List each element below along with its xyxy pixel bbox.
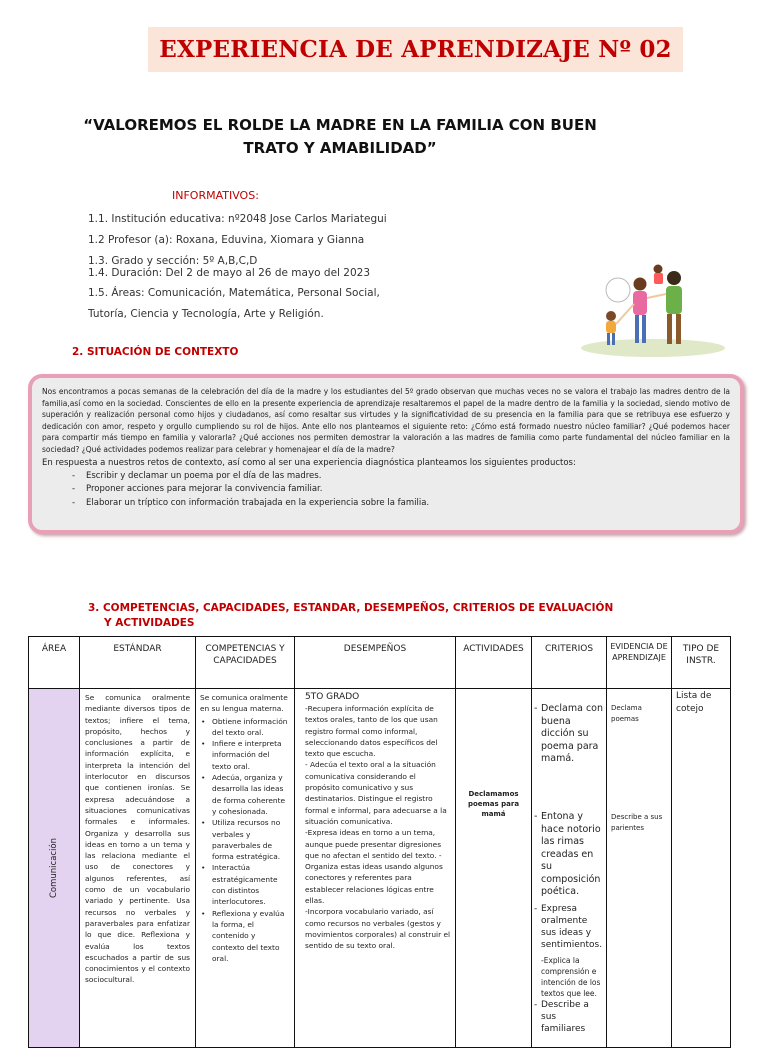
info-item-profesor: 1.2 Profesor (a): Roxana, Eduvina, Xiomara y Gianna bbox=[88, 234, 365, 246]
criterio-text: Entona y hace notorio las rimas creadas en su composición poética. bbox=[541, 811, 601, 897]
evidencia-item: Declama poemas bbox=[611, 704, 642, 723]
capacidad-item: • Infiere e interpreta información del texto oral. bbox=[210, 738, 290, 772]
context-box bbox=[28, 374, 744, 534]
competencia-title: Se comunica oralmente en su lengua materna. bbox=[200, 693, 288, 714]
info-item-duracion: 1.4. Duración: Del 2 de mayo al 26 de mayo del 2023 bbox=[88, 267, 371, 279]
product-list bbox=[42, 470, 730, 511]
capacidad-item: • Obtiene información del texto oral. bbox=[210, 716, 290, 739]
criterio-item bbox=[535, 703, 603, 766]
criterio-text: -Explica la comprensión e intención de los textos que lee. bbox=[541, 956, 601, 998]
capacidad-item: • Reflexiona y evalúa la forma, el contenido y contexto del texto oral. bbox=[210, 908, 290, 964]
col-header-estandar: ESTÁNDAR bbox=[79, 636, 196, 689]
situacion-heading: 2. SITUACIÓN DE CONTEXTO bbox=[72, 346, 239, 358]
title-band bbox=[148, 27, 683, 72]
desempeno-item: -Recupera información explícita de textos orales, tanto de los que usan registro formal como informal, seleccionando datos específicos del texto que escucha. bbox=[305, 704, 438, 759]
competencias-heading-1: 3. COMPETENCIAS, CAPACIDADES, ESTANDAR, DESEMPEÑOS, CRITERIOS DE EVALUACIÓN bbox=[88, 602, 614, 614]
criterio-dash: - bbox=[534, 811, 538, 822]
estandar-cell: Se comunica oralmente mediante diversos tipos de textos; infiere el tema, propósito, hechos y conclusiones a partir de información explícita, e interpreta la intención del interlocutor en discursos que contienen ironías. Se expresa adecuándose a situaciones comunicativas formales e informales. Organiza y desarrolla sus ideas en torno a un tema y las relaciona mediante el uso de conectores y algunos referentes, así como de un vocabulario variado y pertinente. Usa recursos no verbales y paraverbales para enfatizar lo que dice. Reflexiona y evalúa los textos escuchados a partir de sus conocimientos y el contexto sociocultural. bbox=[79, 688, 196, 1048]
criterio-dash: - bbox=[534, 1000, 538, 1010]
col-header-actividades: ACTIVIDADES bbox=[455, 636, 532, 689]
criterio-item bbox=[535, 903, 603, 951]
experience-subtitle bbox=[60, 114, 620, 160]
subtitle-line-2: TRATO Y AMABILIDAD” bbox=[243, 139, 437, 157]
info-item-grado: 1.3. Grado y sección: 5º A,B,C,D bbox=[88, 255, 258, 267]
info-item-areas: 1.5. Áreas: Comunicación, Matemática, Personal Social, bbox=[88, 287, 380, 299]
info-item-areas-cont: Tutoría, Ciencia y Tecnología, Arte y Religión. bbox=[88, 308, 324, 320]
subtitle-line-1: “VALOREMOS EL ROLDE LA MADRE EN LA FAMILIA CON BUEN bbox=[83, 116, 597, 134]
criterio-item bbox=[535, 811, 603, 899]
col-header-desempenos: DESEMPEÑOS bbox=[294, 636, 456, 689]
product-item: - Proponer acciones para mejorar la convivencia familiar. bbox=[72, 483, 730, 497]
desempeno-item: - Adecúa el texto oral a la situación comunicativa considerando el propósito comunicativo y sus destinatarios. Distingue el registro formal e informal, para adecuarse a la situación comunicativa. bbox=[305, 760, 447, 826]
col-header-competencias: COMPETENCIAS Y CAPACIDADES bbox=[195, 636, 295, 689]
capacidad-item: • Adecúa, organiza y desarrolla las ideas de forma coherente y cohesionada. bbox=[210, 772, 290, 817]
desempeno-item: -Expresa ideas en torno a un tema, aunque puede presentar digresiones que no afectan el sentido del texto. -Organiza estas ideas usando algunos conectores y referentes para establecer relaciones lógicas entre ellas. bbox=[305, 828, 443, 906]
capacidad-item: • Interactúa estratégicamente con distintos interlocutores. bbox=[210, 862, 290, 907]
actividad-item: Declamamos poemas para mamá bbox=[467, 790, 520, 818]
product-item: - Elaborar un tríptico con información trabajada en la experiencia sobre la familia. bbox=[72, 497, 730, 511]
area-label: Comunicación bbox=[49, 837, 59, 899]
informativos-heading: INFORMATIVOS: bbox=[172, 189, 259, 202]
context-paragraph: Nos encontramos a pocas semanas de la celebración del día de la madre y los estudiantes del 5º grado observan que muchas veces no se valora el trabajo las madres dentro de la familia,así como en la sociedad. Conscientes de ello en la presente experiencia de aprendizaje resaltaremos el papel de la madre dentro de la familia y la sociedad, siendo motivo de superación y realización personal como hijos y ciudadanos, así como resaltar sus virtudes y la significatividad de su presencia en la familia para que se retribuya ese esfuerzo y dedicación con amor, respeto y orgullo cumpliendo su rol de hijos. Ante ello nos planteamos el siguiente reto: ¿Cómo está formado nuestro núcleo familiar? ¿Qué podemos hacer para compartir más tiempo en familia y valorarla? ¿Qué acciones nos permiten demostrar la valoración a las madres de familia como parte fundamental del núcleo familiar en la sociedad? ¿Qué actividades podemos realizar para celebrar y homenajear el día de la madre? bbox=[42, 387, 730, 454]
page-title: EXPERIENCIA DE APRENDIZAJE Nº 02 bbox=[159, 36, 672, 63]
criterios-cell bbox=[531, 688, 607, 1048]
info-item-institucion: 1.1. Institución educativa: nº2048 Jose Carlos Mariategui bbox=[88, 213, 387, 225]
criterio-dash: - bbox=[534, 904, 538, 914]
col-header-evidencia: EVIDENCIA DE APRENDIZAJE bbox=[606, 636, 672, 689]
criterio-text: Expresa oralmente sus ideas y sentimientos. bbox=[541, 904, 603, 950]
desempeno-item: -Incorpora vocabulario variado, así como recursos no verbales (gestos y movimientos corporales) al construir el sentido de su texto oral. bbox=[305, 907, 451, 951]
col-header-instrumento: TIPO DE INSTR. bbox=[671, 636, 731, 689]
competencias-heading-2: Y ACTIVIDADES bbox=[104, 617, 195, 629]
area-cell bbox=[28, 688, 80, 1048]
criterio-text: Declama con buena dicción su poema para mamá. bbox=[541, 703, 603, 764]
evidencia-item: Describe a sus parientes bbox=[611, 813, 663, 832]
competencias-cell bbox=[195, 688, 295, 1048]
criterio-text: Describe a sus familiares bbox=[541, 1000, 589, 1034]
capacidad-item: • Utiliza recursos no verbales y paraverbales de forma estratégica. bbox=[210, 817, 290, 862]
grado-label: 5TO GRADO bbox=[305, 692, 360, 702]
competencias-table bbox=[28, 636, 733, 1036]
criterio-item bbox=[535, 999, 603, 1035]
desempenos-cell bbox=[294, 688, 456, 1048]
product-item: - Escribir y declamar un poema por el día de las madres. bbox=[72, 470, 730, 484]
family-illustration bbox=[578, 262, 728, 357]
actividades-cell bbox=[455, 688, 532, 1048]
col-header-criterios: CRITERIOS bbox=[531, 636, 607, 689]
context-response: En respuesta a nuestros retos de contexto, así como al ser una experiencia diagnóstica planteamos los siguientes productos: bbox=[42, 457, 576, 468]
criterio-dash: - bbox=[534, 703, 538, 714]
col-header-area: ÁREA bbox=[28, 636, 80, 689]
evidencia-cell bbox=[606, 688, 672, 1048]
instrumento-cell: Lista de cotejo bbox=[671, 688, 731, 1048]
